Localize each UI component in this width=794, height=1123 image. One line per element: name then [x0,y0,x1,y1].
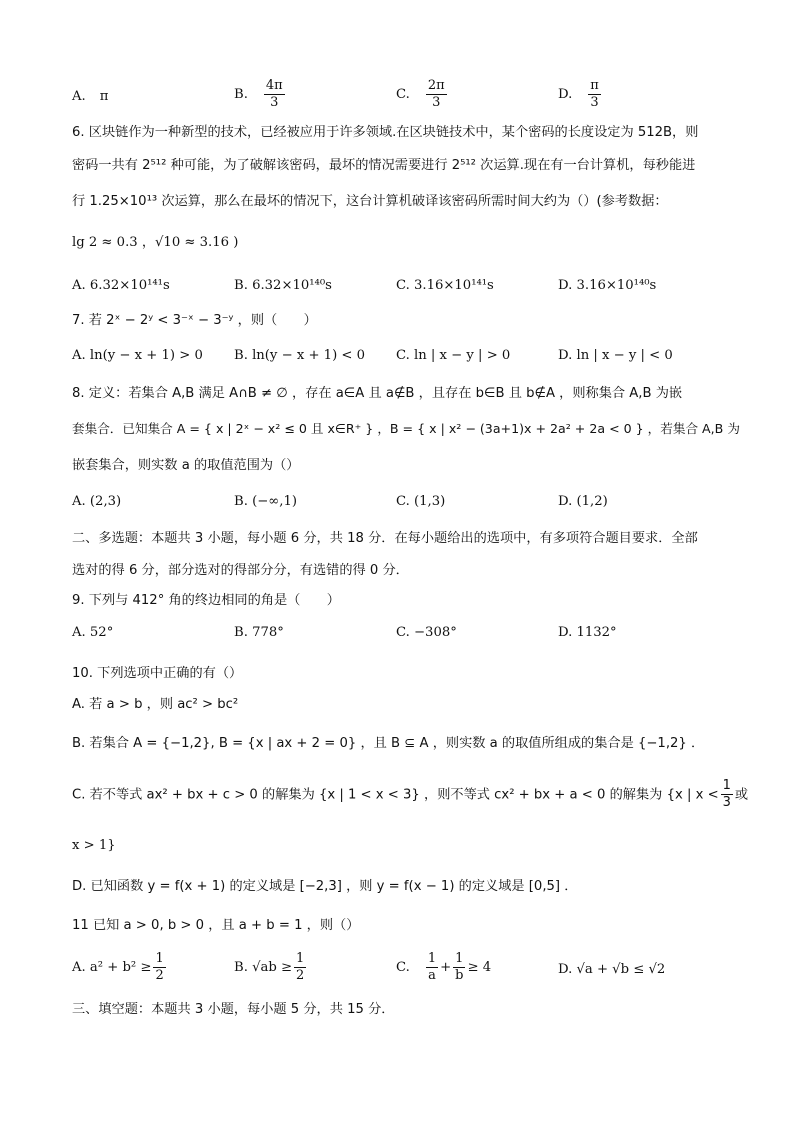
q9-option-c: C. −308° [396,625,457,640]
q11-option-c-denominator-2: b [455,968,464,983]
q9-option-d: D. 1132° [558,625,617,640]
q11-option-c-fraction-2 [453,951,465,984]
q8-option-c: C. (1,3) [396,494,446,509]
q6-line-4: lg 2 ≈ 0.3 ，√10 ≈ 3.16 ) [72,235,239,250]
q5-option-c-label: C. [396,86,410,102]
q6-line-1: 6. 区块链作为一种新型的技术，已经被应用于许多领域.在区块链技术中，某个密码的长度设定为 512B，则 [72,125,699,140]
section-2-line-1: 二、多选题：本题共 3 小题，每小题 6 分，共 18 分．在每小题给出的选项中，有多项符合题目要求．全部 [72,531,698,546]
q7-option-b: B. ln(y − x + 1) < 0 [234,348,366,363]
q5-option-a-label: A. [72,89,86,104]
q11-option-c-tail: ≥ 4 [467,960,492,975]
q10-option-c-text: C. 若不等式 ax² + bx + c > 0 的解集为 {x | 1 < x < 3} ，则不等式 cx² + bx + a < 0 的解集为 {x | x < [72,787,719,803]
q11-option-c-plus: + [440,960,452,975]
q5-option-d-numerator: π [590,78,599,93]
q11-option-c-fraction-1 [426,951,438,984]
q5-option-d-fraction [588,78,601,111]
q6-line-3: 行 1.25×10¹³ 次运算，那么在最坏的情况下，这台计算机破译该密码所需时间大约为（）(参考数据： [72,194,668,209]
q10-option-c-line-2: x > 1} [72,838,116,853]
q8-line-1: 8. 定义：若集合 A,B 满足 A∩B ≠ ∅ ，存在 a∈A 且 a∉B ，且存在 b∈B 且 b∉A ，则称集合 A,B 为嵌 [72,386,683,401]
q8-option-a: A. (2,3) [72,494,122,509]
q11-option-b-fraction [294,951,306,984]
q5-option-b-label: B. [234,86,248,102]
q11-option-a-numerator: 1 [155,951,164,966]
q5-option-d-label: D. [558,86,573,102]
q8-option-d: D. (1,2) [558,494,608,509]
q11-option-b [234,951,308,984]
q10-option-b: B. 若集合 A = {−1,2}, B = {x | ax + 2 = 0} ，且 B ⊆ A ，则实数 a 的取值所组成的集合是 {−1,2} ． [72,736,705,751]
q11-option-d: D. √a + √b ≤ √2 [558,962,666,977]
q5-option-b-numerator: 4π [265,78,283,93]
q11-option-c-denominator-1: a [428,968,436,983]
q10-option-c-denominator: 3 [722,795,731,810]
q5-option-c [396,78,449,111]
q11-option-a-denominator: 2 [155,968,164,983]
q10-stem: 10. 下列选项中正确的有（） [72,666,243,681]
q7-option-d: D. ln | x − y | < 0 [558,348,673,363]
q5-option-c-fraction [426,78,447,111]
q6-option-a: A. 6.32×10¹⁴¹s [72,278,170,293]
q11-stem: 11 已知 a > 0, b > 0 ，且 a + b = 1 ，则（） [72,918,360,933]
q11-option-a [72,951,168,984]
q11-option-c-label: C. [396,960,410,975]
q9-option-b: B. 778° [234,625,284,640]
q9-stem: 9. 下列与 412° 角的终边相同的角是（ ） [72,593,340,608]
q10-option-c-numerator: 1 [722,778,731,793]
q5-option-d [558,78,603,111]
q10-option-c-fraction [721,778,733,811]
q11-option-c-numerator-2: 1 [453,951,465,968]
q11-option-b-text: B. √ab ≥ [234,960,293,975]
q5-option-d-denominator: 3 [590,95,599,110]
q11-option-a-text: A. a² + b² ≥ [72,960,152,975]
q5-option-c-numerator: 2π [427,78,445,93]
q6-option-d: D. 3.16×10¹⁴⁰s [558,278,657,293]
q5-option-c-denominator: 3 [432,95,441,110]
q10-option-d: D. 已知函数 y = f(x + 1) 的定义域是 [−2,3] ，则 y = f(x − 1) 的定义域是 [0,5] ． [72,879,578,894]
q6-line-2: 密码一共有 2⁵¹² 种可能，为了破解该密码，最坏的情况需要进行 2⁵¹² 次运算.现在有一台计算机，每秒能进 [72,158,696,173]
q9-option-a: A. 52° [72,625,114,640]
q5-option-b-fraction [264,78,285,111]
q11-option-a-fraction [153,951,165,984]
q6-option-b: B. 6.32×10¹⁴⁰s [234,278,332,293]
q5-option-a-value: π [99,89,109,104]
q11-option-c [396,951,491,984]
q10-option-c [72,778,748,811]
q6-option-c: C. 3.16×10¹⁴¹s [396,278,494,293]
q11-option-b-numerator: 1 [296,951,305,966]
q10-option-c-tail: 或 [734,787,749,803]
q8-line-3: 嵌套集合，则实数 a 的取值范围为（） [72,458,300,473]
q8-option-b: B. (−∞,1) [234,494,297,509]
q10-option-a: A. 若 a > b ，则 ac² > bc² [72,697,239,712]
q7-stem: 7. 若 2ˣ − 2ʸ < 3⁻ˣ − 3⁻ʸ ，则（ ） [72,313,317,328]
section-3-line-1: 三、填空题：本题共 3 小题，每小题 5 分，共 15 分． [72,1002,395,1017]
q7-option-a: A. ln(y − x + 1) > 0 [72,348,203,363]
q7-option-c: C. ln | x − y | > 0 [396,348,511,363]
section-2-line-2: 选对的得 6 分，部分选对的得部分分，有选错的得 0 分． [72,563,409,578]
q5-option-b-denominator: 3 [270,95,279,110]
q11-option-c-numerator-1: 1 [427,951,437,966]
q11-option-b-denominator: 2 [296,968,305,983]
q5-option-b [234,78,287,111]
q8-line-2: 套集合．已知集合 A = { x | 2ˣ − x² ≤ 0 且 x∈R⁺ } ，B = { x | x² − (3a+1)x + 2a² + 2a < 0 } ，若集合 A,B 为 [72,421,740,436]
q5-option-a [72,87,108,107]
